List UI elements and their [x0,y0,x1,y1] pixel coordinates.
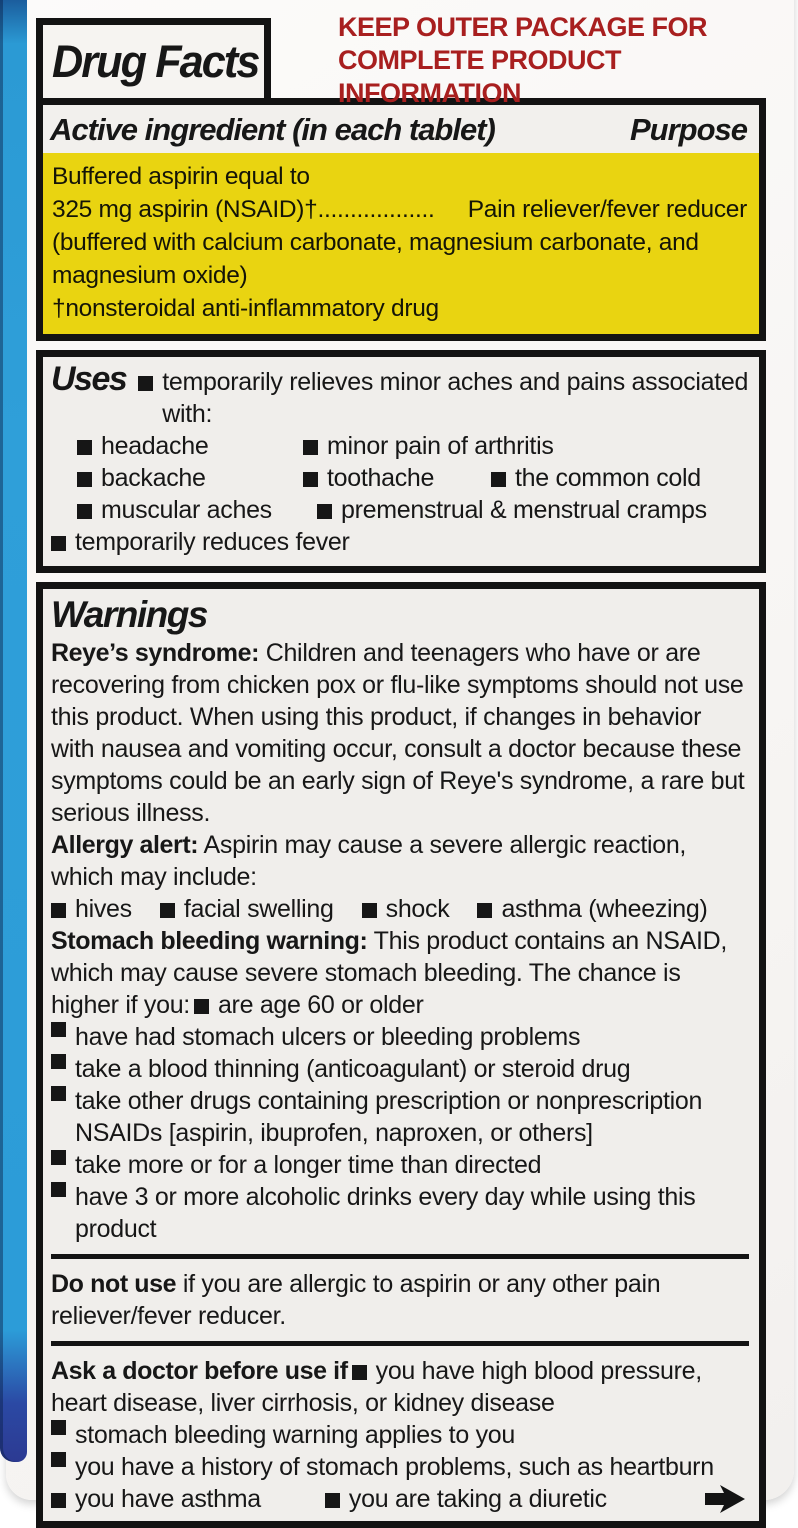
bullet-square-icon [303,472,318,487]
purpose-heading: Purpose [629,112,747,147]
do-not-use-text: if you are allergic to aspirin or any other pain reliever/fever reducer. [51,1270,661,1330]
uses-item [77,430,303,462]
leader-dots: .................. [317,196,435,223]
bullet-square-icon [362,903,377,918]
allergy-alert-paragraph [51,829,749,893]
list-item [51,1021,749,1053]
reyes-syndrome-lead: Reye’s syndrome: [51,639,260,667]
bullet-square-icon [77,472,92,487]
list-item-text: have had stomach ulcers or bleeding problems [75,1023,581,1051]
list-item-text: you have asthma [75,1485,261,1513]
list-item-text: take other drugs containing prescription or nonprescription NSAIDs [aspirin, ibuprofen, naproxen, or others] [75,1087,703,1147]
warnings-heading: Warnings [51,594,207,635]
bullet-square-icon [194,999,209,1014]
list-item-text: take a blood thinning (anticoagulant) or steroid drug [75,1055,631,1083]
uses-item-label: minor pain of arthritis [327,432,554,460]
uses-item [317,494,707,526]
bullet-square-icon [51,1150,66,1165]
drug-facts-title-box [36,18,271,105]
divider-rule [51,1341,749,1346]
allergy-alert-lead: Allergy alert: [51,831,199,859]
ingredient-name: 325 mg aspirin (NSAID)† [52,196,318,223]
ingredient-highlight [43,153,759,334]
bullet-square-icon [51,1493,66,1508]
list-item [51,1181,749,1245]
bullet-square-icon [317,504,332,519]
ask-doctor-first-item: you have high blood pressure, heart disease, liver cirrhosis, or kidney disease [51,1357,702,1417]
allergy-item-label: facial swelling [183,895,334,923]
uses-item-label: the common cold [515,464,701,492]
list-item [51,1451,749,1483]
uses-item-label: temporarily reduces fever [75,528,350,556]
ingredient-dotted-line [52,193,747,226]
list-item [51,1419,749,1451]
bullet-square-icon [51,1054,66,1069]
keep-outer-package-note: KEEP OUTER PACKAGE FOR COMPLETE PRODUCT INFORMATION [338,12,708,108]
uses-item [303,430,554,462]
uses-section [36,350,766,573]
bullet-square-icon [491,472,506,487]
stomach-risk-list [51,1021,749,1245]
uses-item [77,462,303,494]
uses-item-label: toothache [327,464,435,492]
uses-intro-row [51,360,749,430]
bullet-square-icon [51,903,66,918]
bullet-square-icon [51,1420,66,1435]
divider-rule [51,1254,749,1259]
list-item-text: take more or for a longer time than directed [75,1151,542,1179]
list-item [51,1483,261,1515]
list-item [51,1085,749,1149]
stomach-inline-item: are age 60 or older [217,991,424,1019]
list-item-text: you are taking a diuretic [348,1485,607,1513]
uses-item [491,462,701,494]
ask-doctor-last-row [51,1483,749,1515]
active-ingredient-section [36,98,766,341]
allergy-item-label: hives [75,895,132,923]
list-item-text: you have a history of stomach problems, such as heartburn [75,1453,714,1481]
uses-row [51,494,749,526]
ingredient-line: magnesium oxide) [52,262,248,289]
stomach-bleeding-paragraph [51,925,749,1021]
uses-intro-text: temporarily relieves minor aches and pains associated with: [162,368,749,428]
bullet-square-icon [477,903,492,918]
bullet-square-icon [51,1452,66,1467]
uses-item [77,494,317,526]
reyes-syndrome-paragraph [51,637,749,829]
warnings-body [43,589,759,1521]
bullet-square-icon [138,376,153,391]
stomach-bleeding-lead: Stomach bleeding warning: [51,927,368,955]
continue-arrow-icon [703,1483,747,1515]
do-not-use-lead: Do not use [51,1270,177,1298]
bullet-square-icon [325,1493,340,1508]
stomach-bleeding-text: This product contains an NSAID, which may cause severe stomach bleeding. The chance is higher if you: [51,927,727,1019]
uses-item [51,526,749,558]
allergy-alert-text: Aspirin may cause a severe allergic reaction, which may include: [51,831,687,891]
list-item-text: have 3 or more alcoholic drinks every day while using this product [75,1183,696,1243]
label-header [36,12,766,108]
package-blue-edge [0,0,27,1462]
uses-item-label: headache [101,432,209,460]
list-item [325,1483,607,1515]
section-gap [36,341,766,350]
uses-item-label: backache [101,464,206,492]
ask-doctor-lead: Ask a doctor before use if [51,1357,348,1385]
bullet-square-icon [352,1365,367,1380]
warnings-section [36,582,766,1528]
ingredient-purpose: Pain reliever/fever reducer [467,196,747,223]
drug-facts-label [36,12,766,1528]
bullet-square-icon [160,903,175,918]
allergy-item [362,893,450,925]
bullet-square-icon [51,536,66,551]
ingredient-line: Buffered aspirin equal to [52,163,310,190]
uses-body [43,357,759,566]
reyes-syndrome-text: Children and teenagers who have or are recovering from chicken pox or flu-like symptoms should not use this product. When using this product, if changes in behavior with nausea and vomiting occur, consult a doctor because these symptoms could be an early sign of Reye's syndrome, a rare but serious illness. [51,639,745,827]
ingredient-line: (buffered with calcium carbonate, magnesium carbonate, and [52,229,699,256]
ask-doctor-paragraph [51,1355,749,1419]
list-item [51,1149,749,1181]
active-ingredient-heading-row [43,105,759,153]
uses-heading: Uses [51,360,127,398]
bullet-square-icon [77,504,92,519]
allergy-item [160,893,334,925]
allergy-symptoms-row [51,893,749,925]
allergy-item-label: shock [385,895,450,923]
allergy-item [477,893,707,925]
bullet-square-icon [51,1022,66,1037]
nsaid-footnote: †nonsteroidal anti-inflammatory drug [52,295,439,322]
uses-row [51,462,749,494]
section-gap [36,573,766,582]
uses-item [303,462,491,494]
uses-item-label: premenstrual & menstrual cramps [341,496,707,524]
bullet-square-icon [51,1182,66,1197]
list-item-text: stomach bleeding warning applies to you [75,1421,515,1449]
bullet-square-icon [303,440,318,455]
uses-item-label: muscular aches [101,496,272,524]
allergy-item [51,893,132,925]
bullet-square-icon [51,1086,66,1101]
active-ingredient-heading: Active ingredient (in each tablet) [50,112,495,147]
bullet-square-icon [77,440,92,455]
last-row-items [51,1483,703,1515]
uses-row [51,430,749,462]
drug-facts-title: Drug Facts [52,35,259,87]
do-not-use-paragraph [51,1268,749,1332]
list-item [51,1053,749,1085]
allergy-item-label: asthma (wheezing) [501,895,708,923]
ask-doctor-list [51,1419,749,1483]
